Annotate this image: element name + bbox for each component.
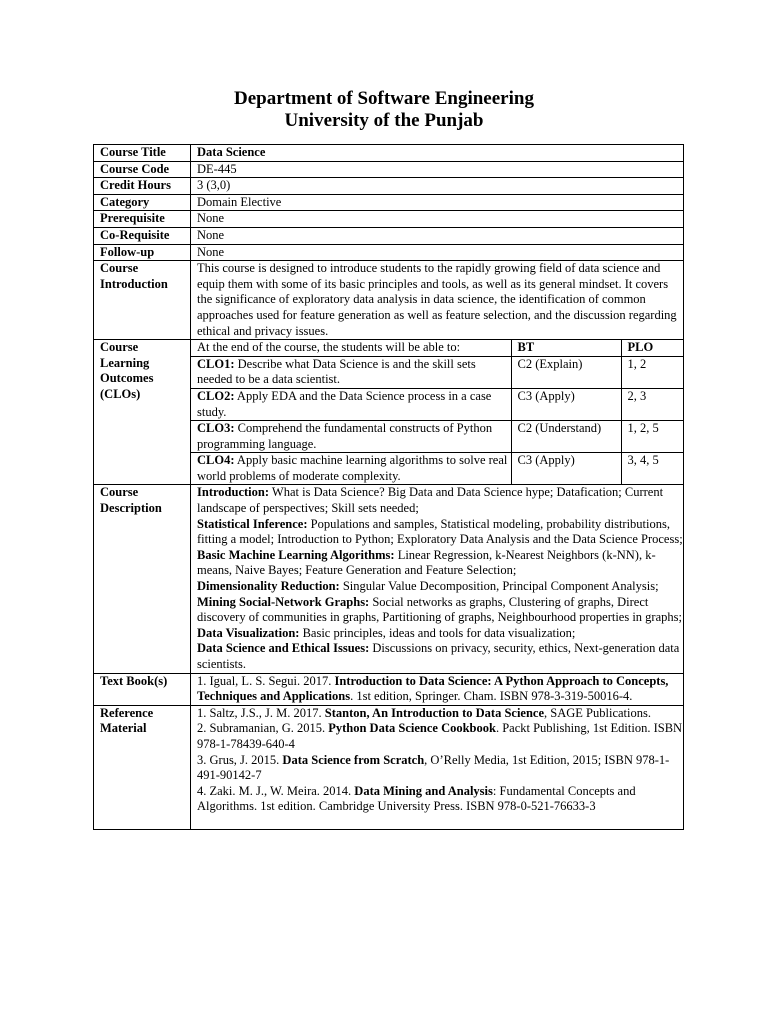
row-reference-material [94,705,684,829]
reference-title: Stanton, An Introduction to Data Science [324,705,545,720]
clo-code: CLO3: [197,421,235,436]
co-requisite-label: Co-Requisite [94,227,191,244]
text-books-label: Text Book(s) [94,673,191,705]
prerequisite-label: Prerequisite [94,211,191,228]
clo-plo: 1, 2 [621,356,684,388]
university-title: University of the Punjab [284,110,484,131]
topic-title: Introduction: [197,485,270,500]
clo-code: CLO2: [197,388,235,403]
reference-title: Data Science from Scratch [282,752,425,767]
row-credit-hours [94,178,684,195]
topic-text: What is Data Science? Big Data and Data Science hype; Datafication; Current landscape of perspectives; Skill sets needed; [197,485,664,516]
topic-title: Dimensionality Reduction: [197,579,340,594]
department-title: Department of Software Engineering [234,88,534,109]
clo-statement [191,388,511,420]
reference-material-label: Reference Material [94,705,191,829]
reference-pre: 4. Zaki. M. J., W. Meira. 2014. [197,783,355,798]
topic-title: Data Science and Ethical Issues: [197,641,370,656]
follow-up-value: None [191,244,684,261]
row-co-requisite [94,227,684,244]
description-topic [197,626,683,642]
clo-statement [191,453,511,485]
row-follow-up [94,244,684,261]
clo-text: Describe what Data Science is and the skill sets needed to be a data scientist. [197,356,476,387]
course-introduction-label: Course Introduction [94,261,191,340]
course-description-cell [191,485,684,673]
reference-item [197,753,683,784]
clo-bt: C3 (Apply) [511,453,621,485]
category-label: Category [94,194,191,211]
clo-code: CLO4: [197,453,235,468]
course-outline-table [93,144,684,830]
reference-pre: 2. Subramanian, G. 2015. [197,721,329,736]
row-course-description [94,485,684,673]
reference-item [197,706,683,722]
plo-header: PLO [621,340,684,356]
description-topic [197,548,683,579]
topic-title: Data Visualization: [197,625,300,640]
row-prerequisite [94,211,684,228]
credit-hours-label: Credit Hours [94,178,191,195]
textbook-pre: 1. Igual, L. S. Segui. 2017. [197,673,335,688]
text-book-entry [191,673,684,705]
prerequisite-value: None [191,211,684,228]
topic-title: Mining Social-Network Graphs: [197,594,370,609]
clo-row [191,421,684,453]
topic-title: Statistical Inference: [197,516,308,531]
row-category [94,194,684,211]
clo-row [191,356,684,388]
clo-bt: C2 (Understand) [511,421,621,453]
clo-bt: C2 (Explain) [511,356,621,388]
row-course-introduction [94,261,684,340]
topic-text: Social networks as graphs, Clustering of graphs, Direct discovery of communities in graphs, Partitioning of graphs, Neighbourhood properties in graphs; [197,594,682,625]
reference-post: . Packt Publishing, 1st Edition. ISBN 978-1-78439-640-4 [197,721,683,751]
clo-text: Apply EDA and the Data Science process in a case study. [197,388,492,419]
description-topic [197,517,683,548]
clo-row [191,453,684,485]
category-value: Domain Elective [191,194,684,211]
course-title-label: Course Title [94,145,191,162]
description-topic [197,579,683,595]
row-course-code [94,161,684,178]
reference-title: Python Data Science Cookbook [328,721,496,736]
clo-statement [191,356,511,388]
bt-header: BT [511,340,621,356]
description-topic [197,641,683,672]
topic-text: Populations and samples, Statistical modeling, probability distributions, fitting a model; Introduction to Python; Exploratory Data Analysis and the Data Science Process; [197,516,683,547]
course-code-label: Course Code [94,161,191,178]
description-topic [197,485,683,516]
credit-hours-value: 3 (3,0) [191,178,684,195]
clo-header-row [191,340,684,356]
follow-up-label: Follow-up [94,244,191,261]
clo-table [191,340,684,484]
reference-item [197,784,683,815]
reference-pre: 3. Grus, J. 2015. [197,752,283,767]
course-title-value: Data Science [191,145,684,162]
topic-title: Basic Machine Learning Algorithms: [197,547,395,562]
reference-post: : Fundamental Concepts and Algorithms. 1st edition. Cambridge University Press. ISBN 978-0-521-76633-3 [197,783,636,814]
clo-row [191,388,684,420]
clos-label: Course Learning Outcomes (CLOs) [94,340,191,485]
clo-plo: 3, 4, 5 [621,453,684,485]
description-topic [197,595,683,626]
clo-bt: C3 (Apply) [511,388,621,420]
topic-text: Discussions on privacy, security, ethics, Next-generation data scientists. [197,641,680,671]
textbook-title: Introduction to Data Science: A Python Approach to Concepts, Techniques and Applications [197,673,669,704]
course-description-label: Course Description [94,485,191,673]
course-introduction-text: This course is designed to introduce students to the rapidly growing field of data science and equip them with some of its basic principles and tools, as well as its general mindset. It covers the significance of exploratory data analysis in data science, the identification of common approaches used for feature generation as well as feature selection, and the discussion regarding ethical and privacy issues. [191,261,684,340]
row-clos [94,340,684,485]
clo-text: Comprehend the fundamental constructs of Python programming language. [197,421,493,451]
topic-text: Basic principles, ideas and tools for data visualization; [299,625,576,640]
clo-statement [191,421,511,453]
clo-plo: 1, 2, 5 [621,421,684,453]
reference-item [197,721,683,752]
document-header [0,88,768,132]
reference-material-cell [191,705,684,829]
co-requisite-value: None [191,227,684,244]
reference-post: , SAGE Publications. [544,705,651,720]
textbook-post: . 1st edition, Springer. Cham. ISBN 978-3-319-50016-4. [350,689,633,704]
clo-plo: 2, 3 [621,388,684,420]
reference-title: Data Mining and Analysis [354,783,493,798]
clo-intro: At the end of the course, the students will be able to: [197,340,461,355]
clo-code: CLO1: [197,356,235,371]
reference-post: , O’Relly Media, 1st Edition, 2015; ISBN 978-1-491-90142-7 [197,752,670,783]
clos-cell [191,340,684,485]
reference-pre: 1. Saltz, J.S., J. M. 2017. [197,705,325,720]
clo-text: Apply basic machine learning algorithms to solve real world problems of moderate complexity. [197,453,508,483]
topic-text: Singular Value Decomposition, Principal Component Analysis; [339,579,659,594]
row-text-books [94,673,684,705]
row-course-title [94,145,684,162]
topic-text: Linear Regression, k-Nearest Neighbors (k-NN), k-means, Naive Bayes; Feature Generation and Feature Selection; [197,547,656,578]
course-code-value: DE-445 [191,161,684,178]
